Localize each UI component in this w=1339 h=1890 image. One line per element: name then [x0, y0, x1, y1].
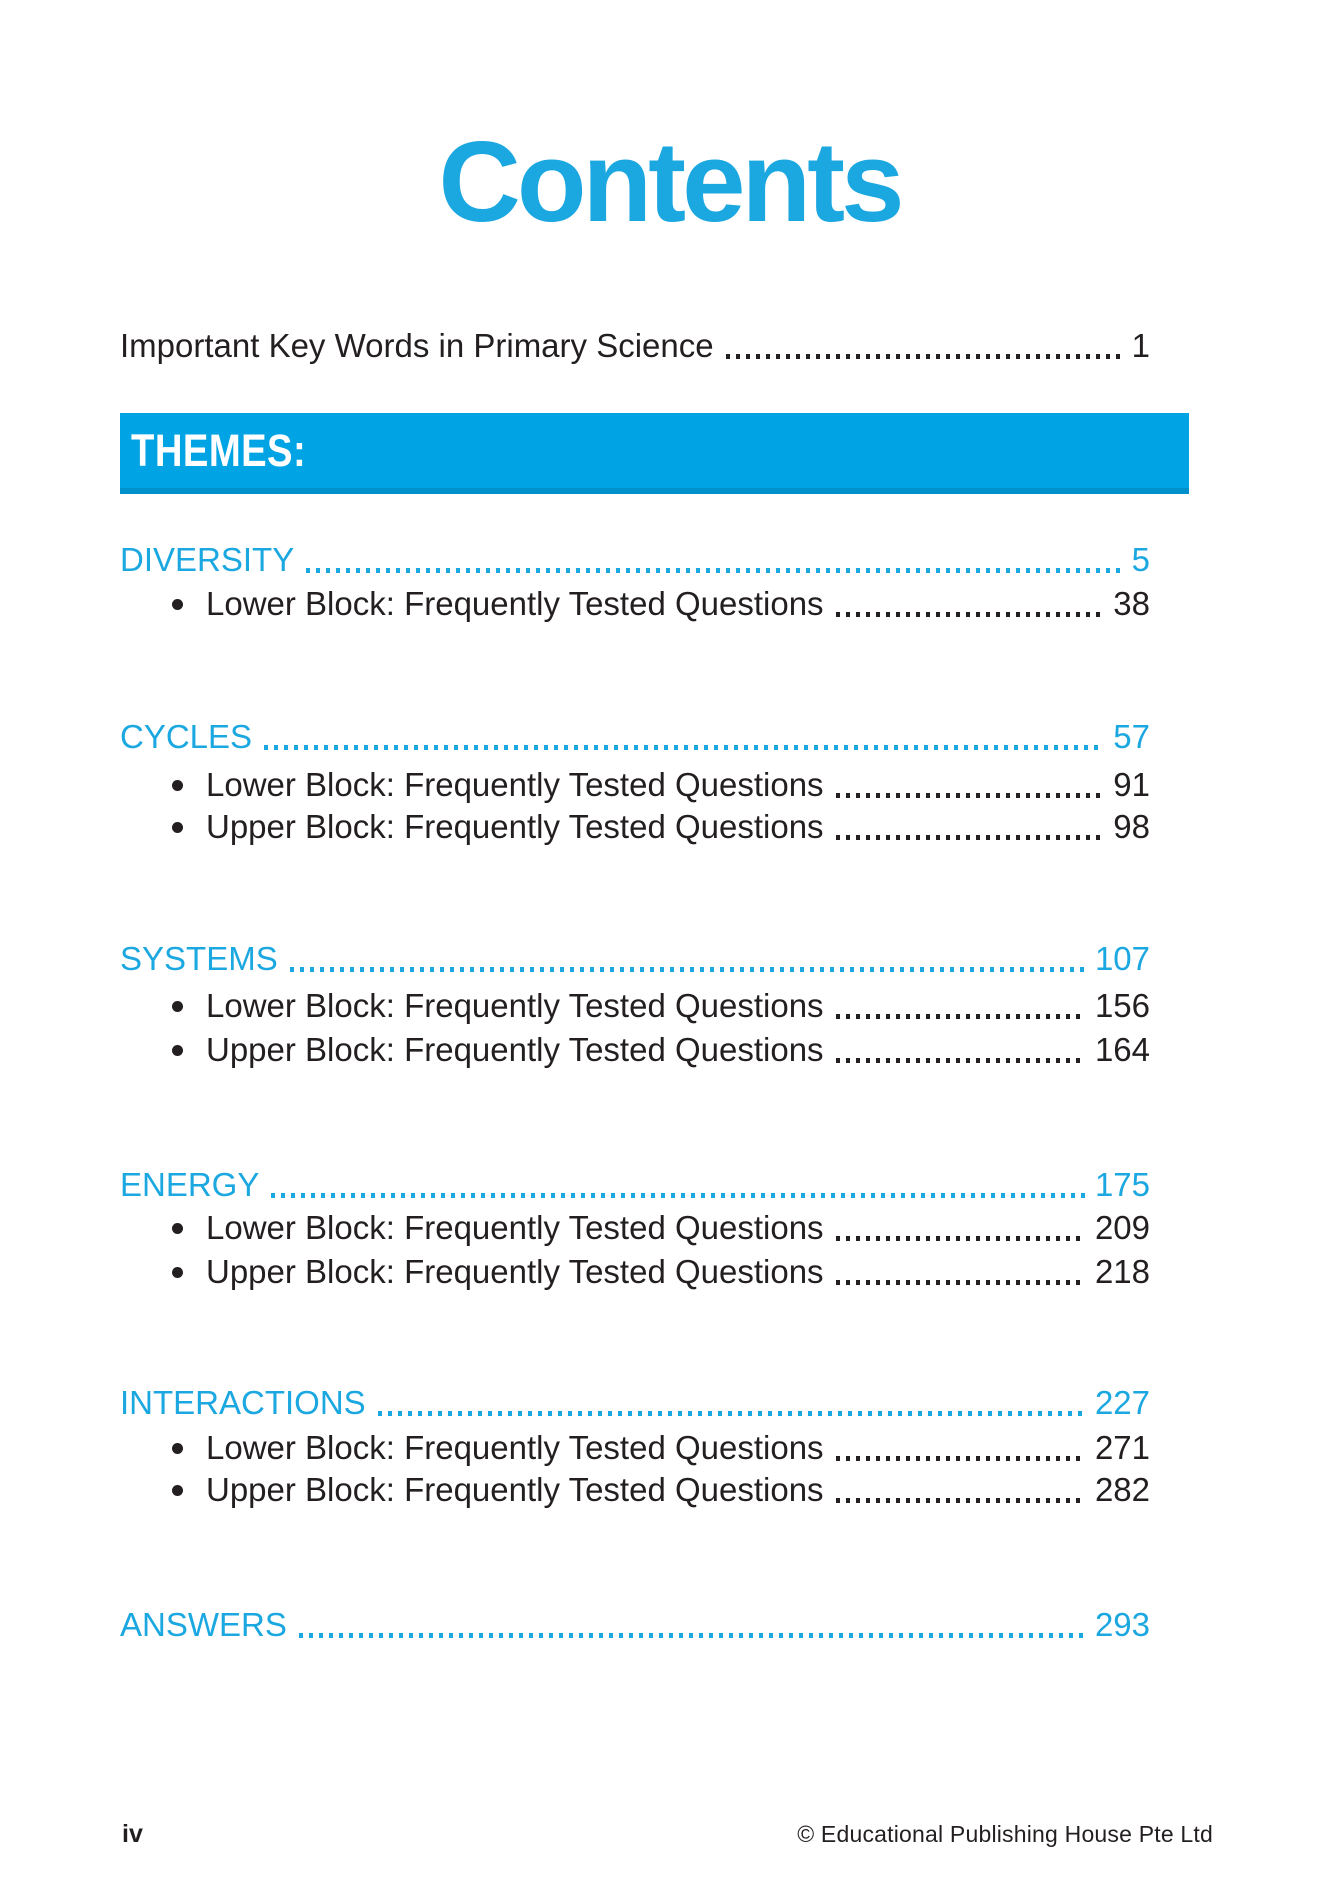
- toc-entry-key-words: [120, 324, 1150, 368]
- bullet-icon: [172, 822, 183, 833]
- toc-subentry-diversity-lower: [120, 582, 1150, 626]
- toc-subentry-energy-lower: [120, 1206, 1150, 1250]
- page-footer: [122, 1820, 1213, 1849]
- toc-subentry-page: 91: [1113, 766, 1150, 803]
- bullet-icon: [172, 1267, 183, 1278]
- toc-subentry-label: Lower Block: Frequently Tested Questions: [206, 987, 824, 1024]
- toc-subentry-label: Upper Block: Frequently Tested Questions: [206, 1253, 824, 1290]
- copyright-notice: © Educational Publishing House Pte Ltd: [797, 1821, 1213, 1847]
- bullet-icon: [172, 1223, 183, 1234]
- toc-section-answers: [120, 1603, 1150, 1647]
- toc-subentry-page: 218: [1094, 1253, 1150, 1290]
- toc-section-energy: [120, 1163, 1150, 1207]
- toc-section-diversity: [120, 538, 1150, 582]
- toc-subentry-label: Lower Block: Frequently Tested Questions: [206, 766, 824, 803]
- dot-leader: [836, 1456, 1085, 1461]
- toc-subentry-page: 209: [1094, 1209, 1150, 1246]
- dot-leader: [271, 1193, 1085, 1198]
- toc-section-title: CYCLES: [120, 718, 253, 755]
- bullet-icon: [172, 780, 183, 791]
- toc-subentry-interactions-upper: [120, 1468, 1150, 1512]
- toc-section-title: INTERACTIONS: [120, 1384, 366, 1421]
- toc-section-page: 227: [1094, 1384, 1150, 1421]
- toc-section-systems: [120, 937, 1150, 981]
- themes-banner-label: THEMES:: [131, 424, 307, 476]
- bullet-icon: [172, 1045, 183, 1056]
- toc-subentry-page: 282: [1094, 1471, 1150, 1508]
- toc-subentry-systems-upper: [120, 1028, 1150, 1072]
- toc-subentry-cycles-upper: [120, 805, 1150, 849]
- toc-entry-page: 1: [1131, 327, 1150, 364]
- toc-section-page: 175: [1094, 1166, 1150, 1203]
- toc-subentry-page: 164: [1094, 1031, 1150, 1068]
- page-title: Contents: [438, 119, 901, 246]
- toc-section-page: 5: [1131, 541, 1150, 578]
- dot-leader: [836, 1280, 1085, 1285]
- toc-subentry-label: Lower Block: Frequently Tested Questions: [206, 1429, 824, 1466]
- toc-section-title: SYSTEMS: [120, 940, 278, 977]
- dot-leader: [726, 354, 1122, 359]
- folio-page-number: iv: [122, 1820, 143, 1848]
- dot-leader: [836, 612, 1104, 617]
- dot-leader: [264, 745, 1103, 750]
- bullet-icon: [172, 1001, 183, 1012]
- toc-subentry-interactions-lower: [120, 1426, 1150, 1470]
- toc-subentry-label: Upper Block: Frequently Tested Questions: [206, 1471, 824, 1508]
- toc-subentry-page: 156: [1094, 987, 1150, 1024]
- dot-leader: [836, 1236, 1085, 1241]
- toc-section-page: 107: [1094, 940, 1150, 977]
- themes-banner: [120, 413, 1189, 494]
- dot-leader: [836, 1014, 1085, 1019]
- toc-section-title: DIVERSITY: [120, 541, 295, 578]
- toc-subentry-page: 271: [1094, 1429, 1150, 1466]
- toc-subentry-label: Upper Block: Frequently Tested Questions: [206, 1031, 824, 1068]
- toc-subentry-label: Lower Block: Frequently Tested Questions: [206, 585, 824, 622]
- dot-leader: [836, 1498, 1085, 1503]
- dot-leader: [306, 568, 1121, 573]
- toc-subentry-page: 38: [1113, 585, 1150, 622]
- dot-leader: [290, 967, 1085, 972]
- toc-subentry-label: Upper Block: Frequently Tested Questions: [206, 808, 824, 845]
- bullet-icon: [172, 599, 183, 610]
- toc-subentry-energy-upper: [120, 1250, 1150, 1294]
- toc-subentry-page: 98: [1113, 808, 1150, 845]
- toc-entry-label: Important Key Words in Primary Science: [120, 327, 714, 364]
- toc-subentry-cycles-lower: [120, 763, 1150, 807]
- dot-leader: [836, 1058, 1085, 1063]
- toc-subentry-label: Lower Block: Frequently Tested Questions: [206, 1209, 824, 1246]
- toc-section-interactions: [120, 1381, 1150, 1425]
- toc-section-page: 293: [1094, 1606, 1150, 1643]
- dot-leader: [299, 1633, 1085, 1638]
- dot-leader: [836, 793, 1104, 798]
- dot-leader: [378, 1411, 1085, 1416]
- toc-section-title: ENERGY: [120, 1166, 260, 1203]
- toc-section-cycles: [120, 715, 1150, 759]
- bullet-icon: [172, 1485, 183, 1496]
- toc-subentry-systems-lower: [120, 984, 1150, 1028]
- dot-leader: [836, 835, 1104, 840]
- bullet-icon: [172, 1443, 183, 1454]
- toc-section-page: 57: [1113, 718, 1150, 755]
- toc-section-title: ANSWERS: [120, 1606, 287, 1643]
